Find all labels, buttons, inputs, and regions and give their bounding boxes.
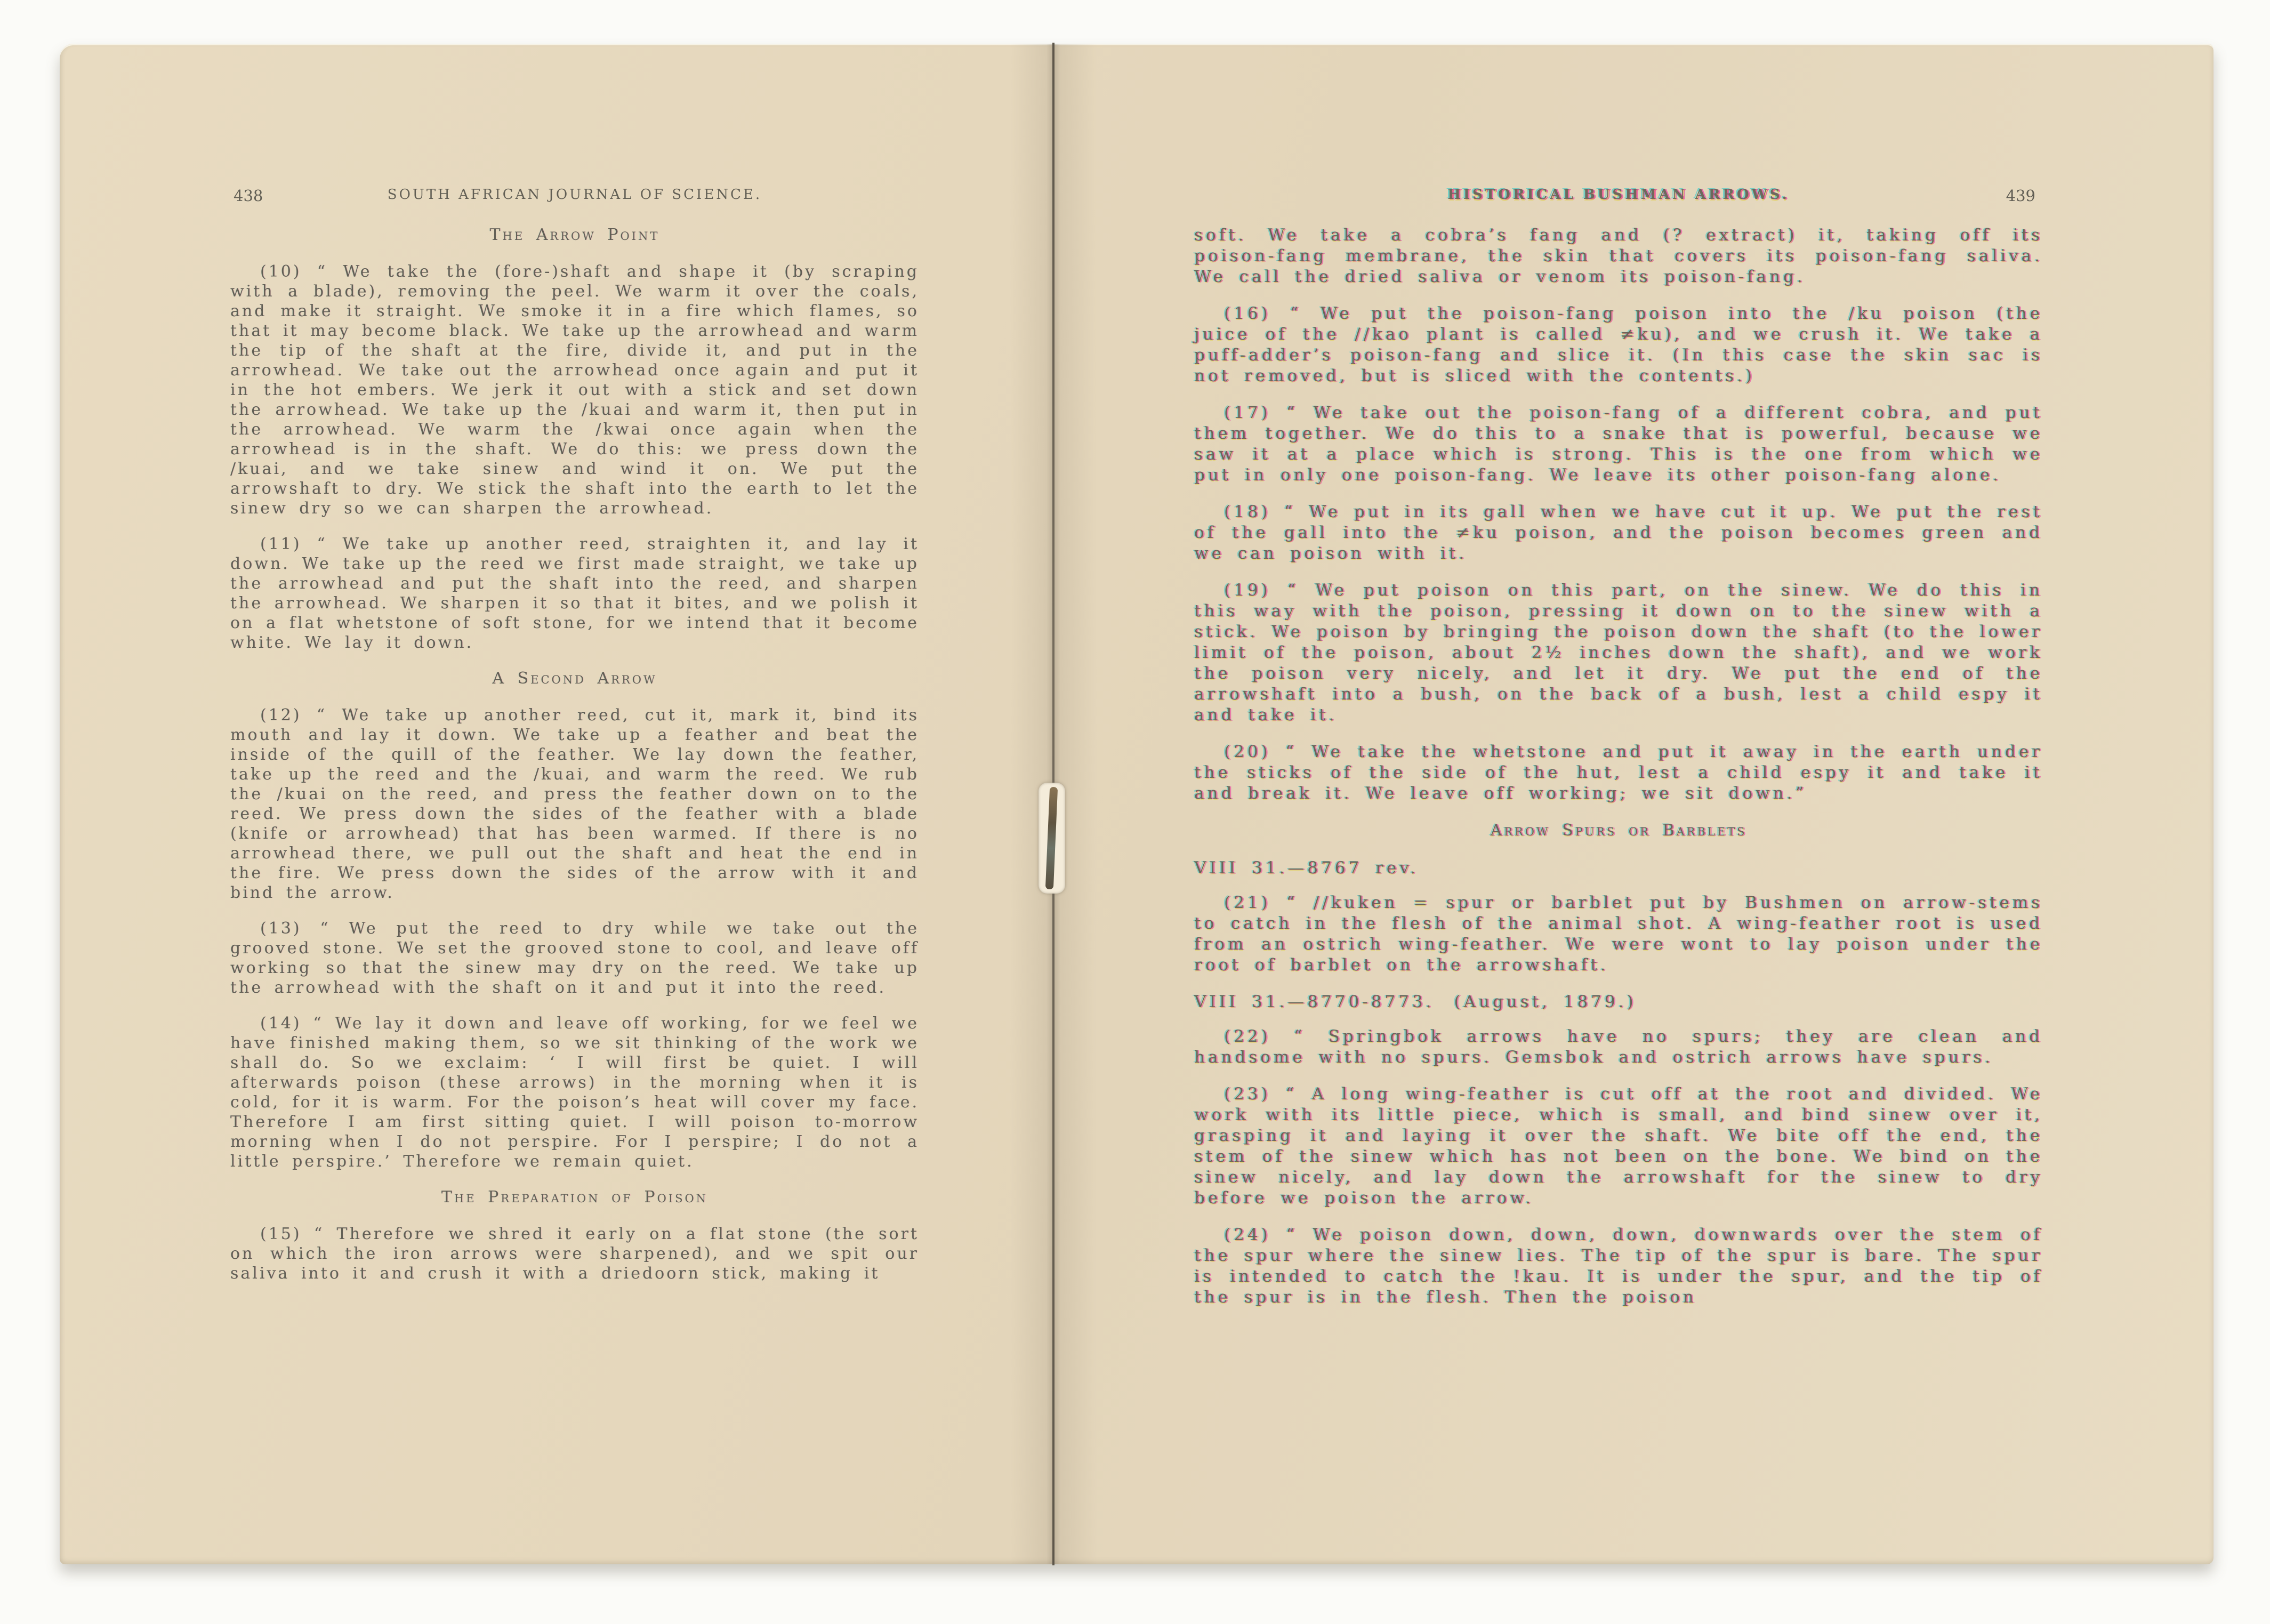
- book-spread: [60, 44, 2213, 1564]
- running-title: SOUTH AFRICAN JOURNAL OF SCIENCE.: [387, 187, 762, 203]
- paragraph: (21) “ //kuken = spur or barblet put by Bushmen on arrow-stems to catch in the flesh of the animal shot. A wing-feather root is used from an ostrich wing-feather. We were wont to lay poison under the root of barblet on the arrowshaft.: [1194, 893, 2043, 975]
- catalog-reference: VIII 31.—8770-8773. (August, 1879.): [1194, 992, 1637, 1011]
- binding-stitch: [1039, 783, 1065, 894]
- page-body-left: [230, 225, 919, 1283]
- section-heading: The Arrow Point: [489, 226, 660, 244]
- binding-thread: [1045, 787, 1058, 889]
- paragraph: (13) “ We put the reed to dry while we take out the grooved stone. We set the grooved stone to cool, and leave off working so that the sinew may dry on the reed. We take up the arrowhead with the shaft on it and put it into the reed.: [230, 919, 919, 997]
- paragraph: (10) “ We take the (fore-)shaft and shape it (by scraping with a blade), removing the peel. We warm it over the coals, and make it straight. We smoke it in a fire which flames, so that it may become black. We take up the arrowhead and warm the tip of the shaft at the fire, divide it, and put in the arrowhead. We take out the arrowhead once again and put it in the hot embers. We jerk it out with a stick and set down the arrowhead. We take up the /kuai and warm it, then put in the arrowhead. We warm the /kwai once again when the arrowhead is in the shaft. We do this: we press down the /kuai, and we take sinew and wind it on. We put the arrowshaft to dry. We stick the shaft into the earth to let the sinew dry so we can sharpen the arrowhead.: [230, 262, 919, 518]
- paragraph: (19) “ We put poison on this part, on the sinew. We do this in this way with the poison, pressing it down on to the sinew with a stick. We poison by bringing the poison down the shaft (to the lower limit of the poison, about 2½ inches down the shaft), and we work the poison very nicely, and let it dry. We put the end of the arrowshaft into a bush, on the back of a bush, lest a child espy it and take it.: [1194, 581, 2043, 725]
- running-title: HISTORICAL BUSHMAN ARROWS.: [1447, 187, 1790, 203]
- paragraph: (12) “ We take up another reed, cut it, mark it, bind its mouth and lay it down. We take up a feather and beat the inside of the quill of the feather. We lay down the feather, take up the reed and the /kuai, and warm the reed. We rub the /kuai on the reed, and press the feather down on to the reed. We press down the sides of the feather with a blade (knife or arrowhead) that has been warmed. If there is no arrowhead there, we pull out the shaft and heat the end in the fire. We press down the sides of the arrow with it and bind the arrow.: [230, 706, 919, 902]
- page-header-left: [230, 187, 919, 211]
- page-number: 438: [234, 187, 263, 205]
- paragraph: (16) “ We put the poison-fang poison into the /ku poison (the juice of the //kao plant is called ≠ku), and we crush it. We take a puff-adder’s poison-fang and slice it. (In this case the skin sac is not removed, but is sliced with the contents.): [1194, 304, 2043, 385]
- paragraph: (11) “ We take up another reed, straighten it, and lay it down. We take up the reed we first made straight, we take up the arrowhead and put the shaft into the reed, and sharpen the arrowhead. We sharpen it so that it bites, and we polish it on a flat whetstone of soft stone, for we intend that it become white. We lay it down.: [230, 535, 919, 652]
- page-number: 439: [2006, 187, 2035, 205]
- section-heading: A Second Arrow: [492, 669, 657, 688]
- page-left: [230, 187, 919, 1299]
- paragraph: (24) “ We poison down, down, down, downwards over the stem of the spur where the sinew lies. The tip of the spur is bare. The spur is intended to catch the !kau. It is under the spur, and the tip of the spur is in the flesh. Then the poison: [1194, 1225, 2043, 1307]
- page-right: [1194, 187, 2043, 1324]
- paragraph: (23) “ A long wing-feather is cut off at the root and divided. We work with its little piece, which is small, and bind sinew over it, grasping it and laying it over the shaft. We bite off the end, the stem of the sinew which has not been on the bone. We bind on the sinew nicely, and lay down the arrowshaft for the sinew to dry before we poison the arrow.: [1194, 1084, 2043, 1208]
- catalog-reference: VIII 31.—8767 rev.: [1194, 858, 1419, 878]
- paragraph: (18) “ We put in its gall when we have cut it up. We put the rest of the gall into the ≠ku poison, and the poison becomes green and we can poison with it.: [1194, 502, 2043, 563]
- paragraph: (15) “ Therefore we shred it early on a flat stone (the sort on which the iron arrows were sharpened), and we spit our saliva into it and crush it with a driedoorn stick, making it: [230, 1225, 919, 1283]
- paragraph: (20) “ We take the whetstone and put it away in the earth under the sticks of the side of the hut, lest a child espy it and take it and break it. We leave off working; we sit down.”: [1194, 742, 2043, 803]
- page-header-right: [1194, 187, 2043, 211]
- paragraph: (14) “ We lay it down and leave off working, for we feel we have finished making them, so we sit thinking of the work we shall do. So we exclaim: ‘ I will first be quiet. I will afterwards poison (these arrows) in the morning when it is cold, for it is warm. For the poison’s heat will cover my face. Therefore I am first sitting quiet. I will poison to-morrow morning when I do not perspire. For I perspire; I do not a little perspire.’ Therefore we remain quiet.: [230, 1014, 919, 1171]
- page-body-right: [1194, 225, 2043, 1308]
- paragraph: (22) “ Springbok arrows have no spurs; they are clean and handsome with no spurs. Gemsbok and ostrich arrows have spurs.: [1194, 1027, 2043, 1067]
- paragraph: (17) “ We take out the poison-fang of a different cobra, and put them together. We do this to a snake that is powerful, because we saw it at a place which is strong. This is the one from which we put in only one poison-fang. We leave its other poison-fang alone.: [1194, 403, 2043, 485]
- section-heading: The Preparation of Poison: [441, 1188, 709, 1207]
- paragraph: soft. We take a cobra’s fang and (? extract) it, taking off its poison-fang membrane, the skin that covers its poison-fang saliva. We call the dried saliva or venom its poison-fang.: [1194, 226, 2043, 286]
- section-heading: Arrow Spurs or Barblets: [1490, 821, 1747, 840]
